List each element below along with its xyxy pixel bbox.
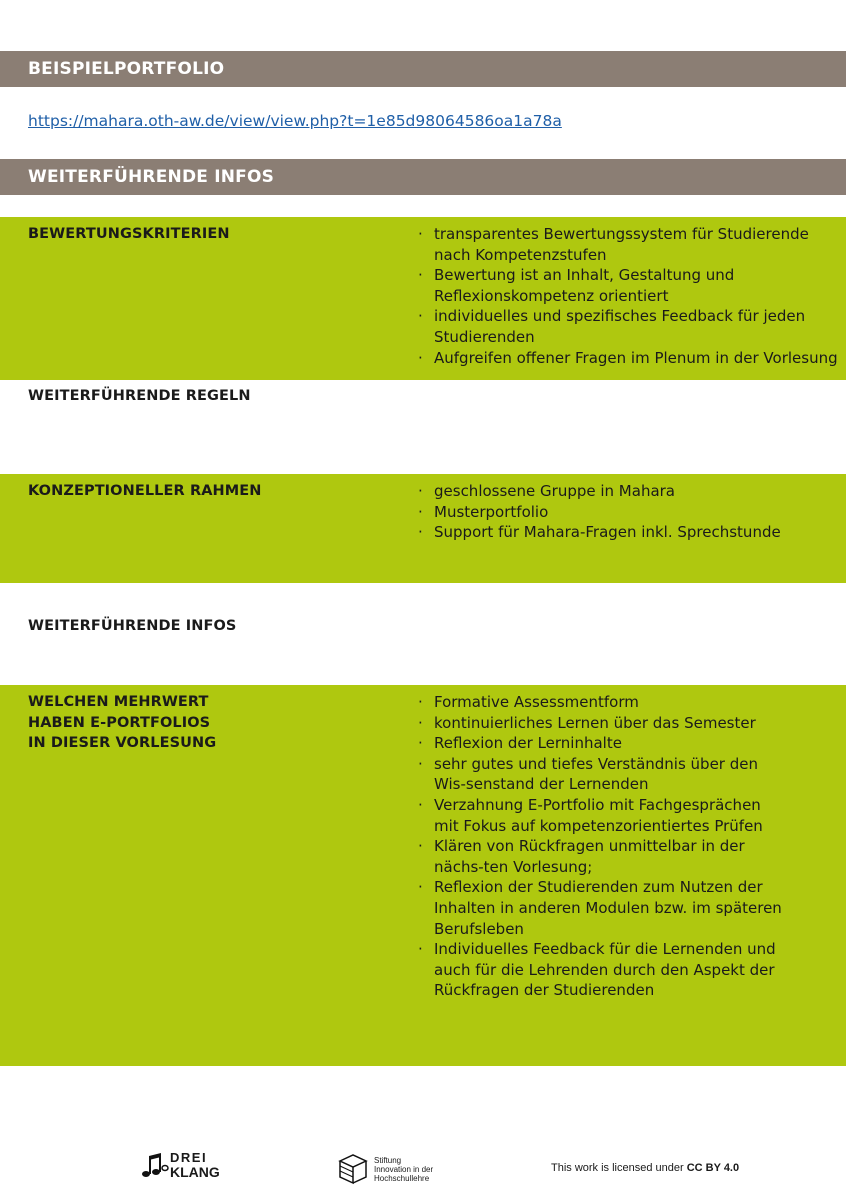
list-item: · Reflexion der Lerninhalte — [418, 733, 786, 754]
section-header-beispielportfolio — [0, 51, 846, 87]
list-item: · geschlossene Gruppe in Mahara — [418, 481, 838, 502]
list-item: · Reflexion der Studierenden zum Nutzen der Inhalten in anderen Modulen bzw. im späteren Berufsleben — [418, 877, 786, 939]
dreiklang-logo — [140, 1150, 220, 1180]
list-item: · Verzahnung E-Portfolio mit Fachgesprächen mit Fokus auf kompetenzorientiertes Prüfen — [418, 795, 786, 836]
list-item: · Individuelles Feedback für die Lernenden und auch für die Lehrenden durch den Aspekt der Rückfragen der Studierenden — [418, 939, 786, 1001]
list-item: · kontinuierliches Lernen über das Semester — [418, 713, 786, 734]
logo-text-klang: KLANG — [170, 1164, 220, 1180]
list-item: · Klären von Rückfragen unmittelbar in der nächs-ten Vorlesung; — [418, 836, 786, 877]
logo-text-drei: DREI — [170, 1150, 208, 1165]
stiftung-text-line: Hochschullehre — [374, 1173, 430, 1183]
stiftung-text-line: Innovation in der — [374, 1164, 434, 1174]
konzeptioneller-rahmen-list — [418, 481, 838, 543]
list-item: · Formative Assessmentform — [418, 692, 786, 713]
stacked-book-icon — [338, 1153, 368, 1185]
block-label: KONZEPTIONELLER RAHMEN — [28, 483, 262, 499]
list-item: · Bewertung ist an Inhalt, Gestaltung und Reflexionskompetenz orientiert — [418, 265, 838, 306]
license-name[interactable]: CC BY 4.0 — [686, 1162, 740, 1174]
license-text — [551, 1162, 739, 1174]
list-item: · Support für Mahara-Fragen inkl. Sprechstunde — [418, 522, 838, 543]
music-notes-icon — [140, 1150, 170, 1180]
stiftung-logo — [338, 1153, 433, 1185]
section-header-weiterfuehrende-infos — [0, 159, 846, 195]
mehrwert-list — [418, 692, 786, 1001]
label-line: HABEN E-PORTFOLIOS — [28, 714, 211, 731]
list-item: · individuelles und spezifisches Feedback für jeden Studierenden — [418, 306, 838, 347]
label-line: WELCHEN MEHRWERT — [28, 694, 209, 710]
block-label: BEWERTUNGSKRITERIEN — [28, 226, 230, 242]
block-label-weiterfuehrende-infos: WEITERFÜHRENDE INFOS — [28, 618, 237, 634]
bewertungskriterien-list — [418, 224, 838, 368]
section-title: BEISPIELPORTFOLIO — [28, 59, 225, 79]
label-line: IN DIESER VORLESUNG — [28, 735, 217, 752]
list-item: · Aufgreifen offener Fragen im Plenum in der Vorlesung — [418, 348, 838, 369]
license-prefix: This work is licensed under — [551, 1162, 687, 1174]
list-item: · transparentes Bewertungssystem für Studierende nach Kompetenzstufen — [418, 224, 838, 265]
list-item: · sehr gutes und tiefes Verständnis über den Wis-senstand der Lernenden — [418, 754, 786, 795]
list-item: · Musterportfolio — [418, 502, 838, 523]
block-label-weiterfuehrende-regeln: WEITERFÜHRENDE REGELN — [28, 388, 251, 404]
block-label-mehrwert — [28, 692, 216, 754]
stiftung-text-line: Stiftung — [374, 1155, 402, 1165]
section-title: WEITERFÜHRENDE INFOS — [28, 167, 275, 187]
portfolio-link[interactable]: https://mahara.oth-aw.de/view/view.php?t=1e85d98064586oa1a78a — [28, 112, 562, 130]
